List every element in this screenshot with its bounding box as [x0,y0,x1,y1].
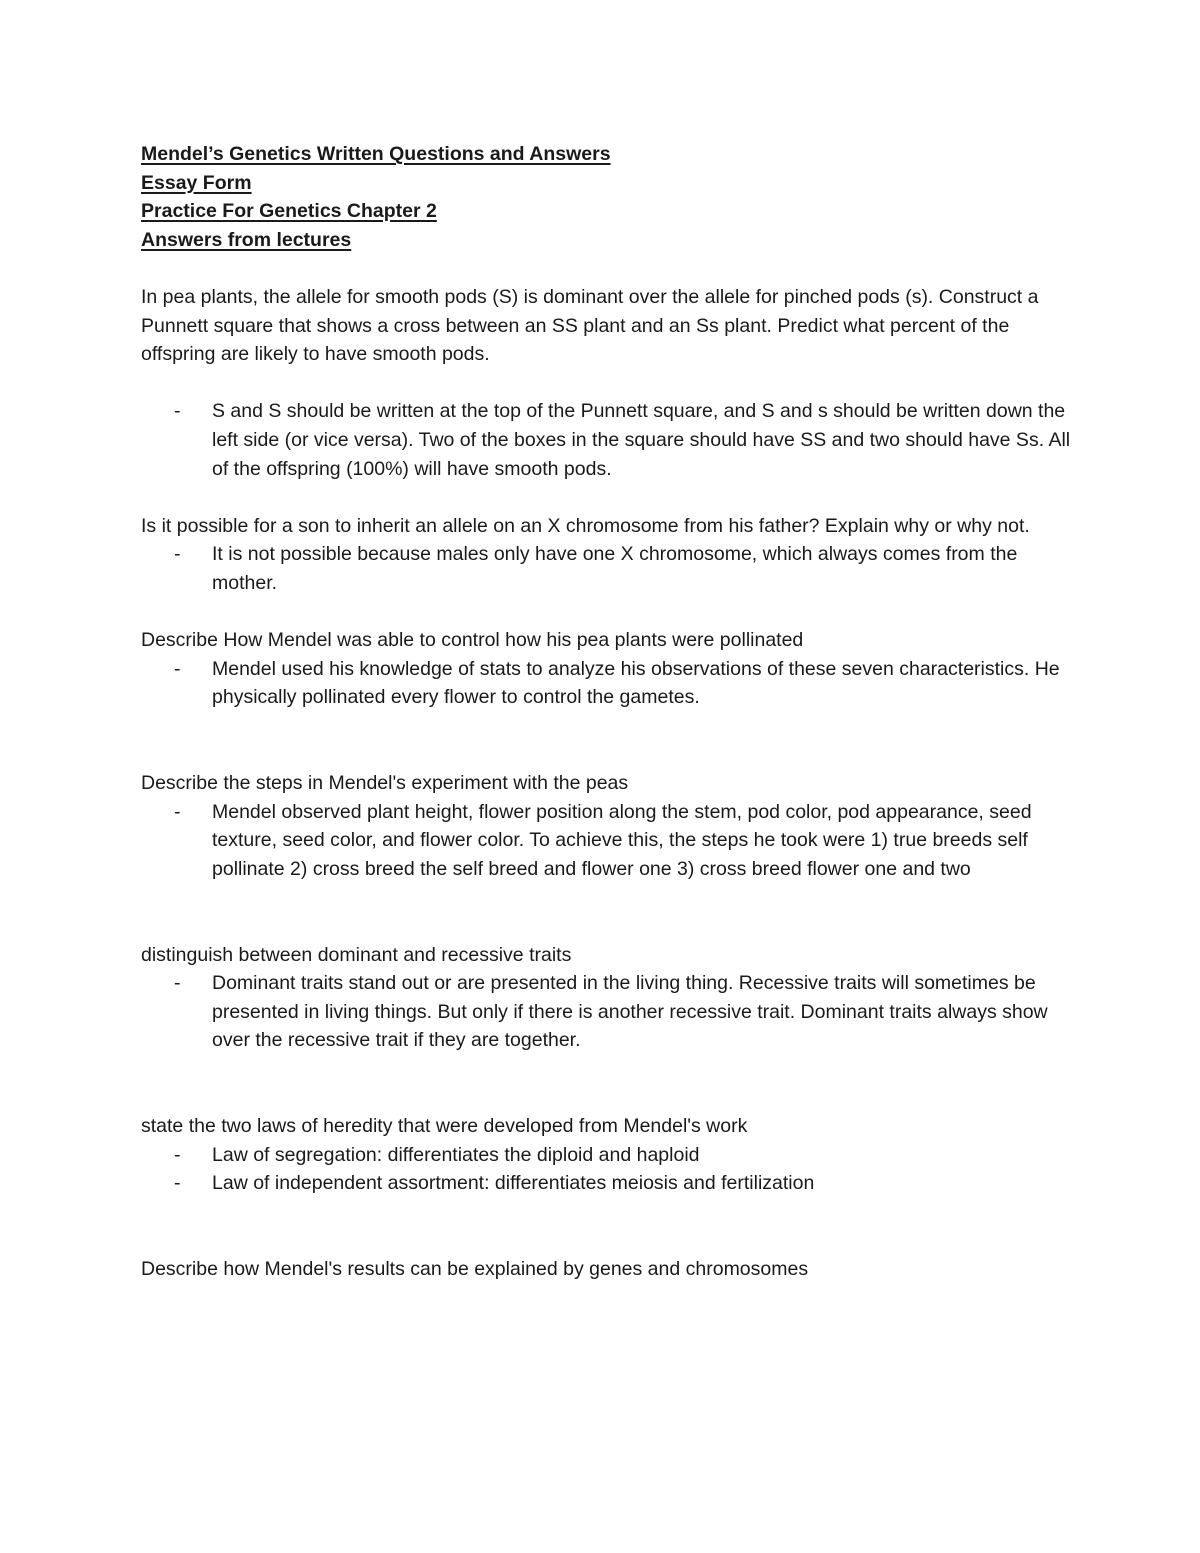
answer-list [141,655,1071,712]
answer-item [141,1141,1071,1170]
answer-text: It is not possible because males only have one X chromosome, which always comes from the mother. [212,543,1018,594]
answer-list [141,798,1071,884]
question-text: In pea plants, the allele for smooth pods (S) is dominant over the allele for pinched pods (s). Construct a Punnett square that shows a cross between an SS plant and an Ss plant. Predict what percent of the offspring are likely to have smooth pods. [141,285,1039,366]
answer-item [141,540,1071,597]
answer-text: Law of independent assortment: differentiates meiosis and fertilization [212,1172,815,1195]
bullet-dash: - [174,400,181,423]
answer-item [141,1169,1071,1198]
answer-list [141,1141,1071,1198]
answer-text: Law of segregation: differentiates the diploid and haploid [212,1143,700,1166]
question-text: Is it possible for a son to inherit an allele on an X chromosome from his father? Explain why or why not. [141,514,1030,537]
bullet-dash: - [174,800,181,823]
qa-section-x-chromosome [141,512,1071,598]
qa-section-dominant-recessive [141,941,1071,1055]
answer-text: Mendel observed plant height, flower position along the stem, pod color, pod appearance, seed texture, seed color, and flower color. To achieve this, the steps he took were 1) true breeds self pollinate 2) cross breed the self breed and flower one 3) cross breed flower one and two [212,800,1032,880]
qa-section-punnett [141,283,1071,483]
document-title: Mendel’s Genetics Written Questions and Answers [141,143,611,165]
answer-text: Dominant traits stand out or are presented in the living thing. Recessive traits will sometimes be presented in living things. But only if there is another recessive trait. Dominant traits always show over the recessive trait if they are together. [212,972,1048,1052]
bullet-dash: - [174,972,181,995]
document-subtitle-practice: Practice For Genetics Chapter 2 [141,200,437,223]
answer-item [141,655,1071,712]
answer-list [141,969,1071,1055]
answer-item [141,969,1071,1055]
title-block [141,140,1071,254]
question-text: distinguish between dominant and recessive traits [141,943,572,966]
answer-item [141,397,1071,483]
question-text: Describe how Mendel's results can be explained by genes and chromosomes [141,1258,809,1281]
qa-section-experiment-steps [141,769,1071,883]
document-subtitle-essay-form: Essay Form [141,171,252,194]
answer-list [141,397,1071,483]
bullet-dash: - [174,1172,181,1195]
question-text: Describe How Mendel was able to control how his pea plants were pollinated [141,629,804,652]
answer-list [141,540,1071,597]
qa-section-genes-chromosomes [141,1255,1071,1284]
qa-section-laws-of-heredity [141,1112,1071,1198]
document-content [141,140,1071,1284]
bullet-dash: - [174,657,181,680]
qa-section-pollination [141,626,1071,712]
question-text: Describe the steps in Mendel's experiment with the peas [141,772,629,795]
question-text: state the two laws of heredity that were developed from Mendel's work [141,1115,748,1138]
answer-text: Mendel used his knowledge of stats to analyze his observations of these seven characteristics. He physically pollinated every flower to control the gametes. [212,657,1060,709]
bullet-dash: - [174,543,181,566]
document-subtitle-source: Answers from lectures [141,228,352,251]
bullet-dash: - [174,1143,181,1166]
answer-item [141,798,1071,884]
answer-text: S and S should be written at the top of the Punnett square, and S and s should be written down the left side (or vice versa). Two of the boxes in the square should have SS and two should have Ss. All of the offspring (100%) will have smooth pods. [212,400,1071,480]
